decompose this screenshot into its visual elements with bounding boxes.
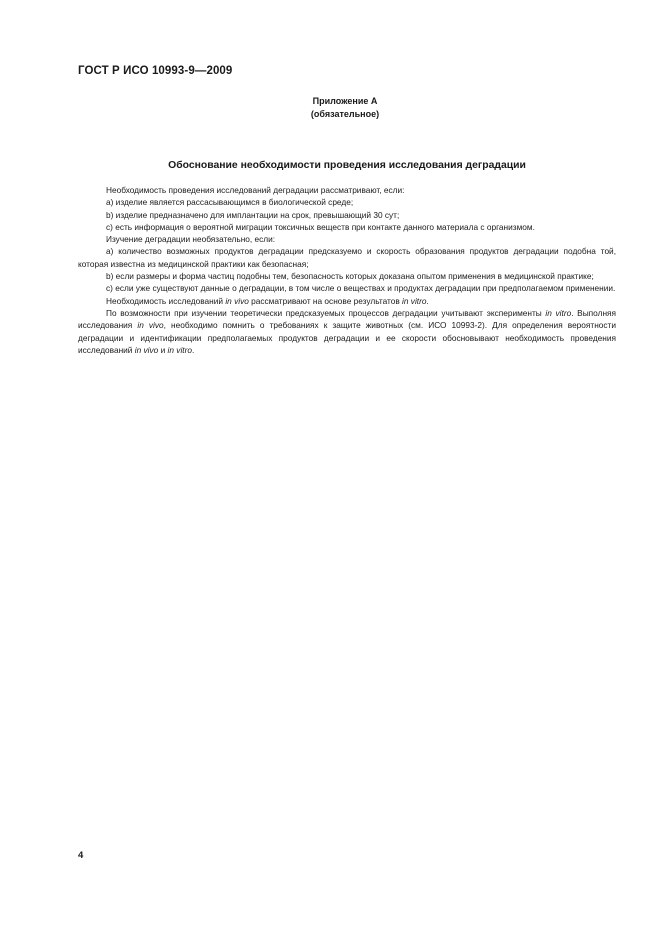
list-item-c: с) если уже существуют данные о деградации, в том числе о веществах и продуктах деградации при предполагаемом применении. [106,283,616,294]
paragraph-conditions-optional: Изучение деградации необязательно, если: [106,234,276,245]
text-run: , необходимо помнить о требованиях к защите животных (см. ИСО 10993-2). Для определения вероятности деградации и идентификации предполагаемых продуктов деградации и ее скорости обосновывают необходимость проведения исследований [78,320,616,355]
section-heading: Обоснование необходимости проведения исследования деградации [168,160,526,171]
text-run: . [191,344,195,355]
list-item-a: а) изделие является рассасывающимся в биологической среде; [106,197,354,208]
document-code-header: ГОСТ Р ИСО 10993-9—2009 [78,65,233,77]
list-item-b: b) если размеры и форма частиц подобны тем, безопасность которых доказана опытом применения в медицинской практике; [106,271,594,282]
annex-status: (обязательное) [310,109,380,119]
annex-title: Приложение А [312,96,378,106]
text-run: Необходимость исследований [106,295,226,306]
italic-term: in vitro [402,295,427,306]
text-run: . [426,295,429,306]
text-run: . Выполняя исследования [78,307,617,331]
italic-term: in vitro [545,307,572,318]
paragraph-conditions-required: Необходимость проведения исследований деградации рассматривают, если: [106,185,405,195]
page-number: 4 [78,850,84,861]
italic-term: in vivo [137,320,164,331]
list-item-c: с) есть информация о вероятной миграции токсичных веществ при контакте данного материала с организмом. [106,221,535,232]
list-item-a: а) количество возможных продуктов деградации предсказуемо и скорость образования продуктов деградации подобна той, которая известна из медицинской практики как безопасная; [78,246,616,269]
list-item-b: b) изделие предназначено для имплантации на срок, превышающий 30 сут; [106,209,400,220]
text-run: рассматривают на основе результатов [248,295,403,306]
body-text [78,184,616,356]
italic-term: in vitro [167,344,192,355]
text-run: и [158,344,168,355]
paragraph-in-vivo-basis [78,295,616,307]
text-run: По возможности при изучении теоретически предсказуемых процессов деградации учитывают эксперименты [106,307,546,318]
italic-term: in vivo [225,295,249,306]
paragraph-experiments [78,307,616,356]
italic-term: in vivo [134,344,159,355]
